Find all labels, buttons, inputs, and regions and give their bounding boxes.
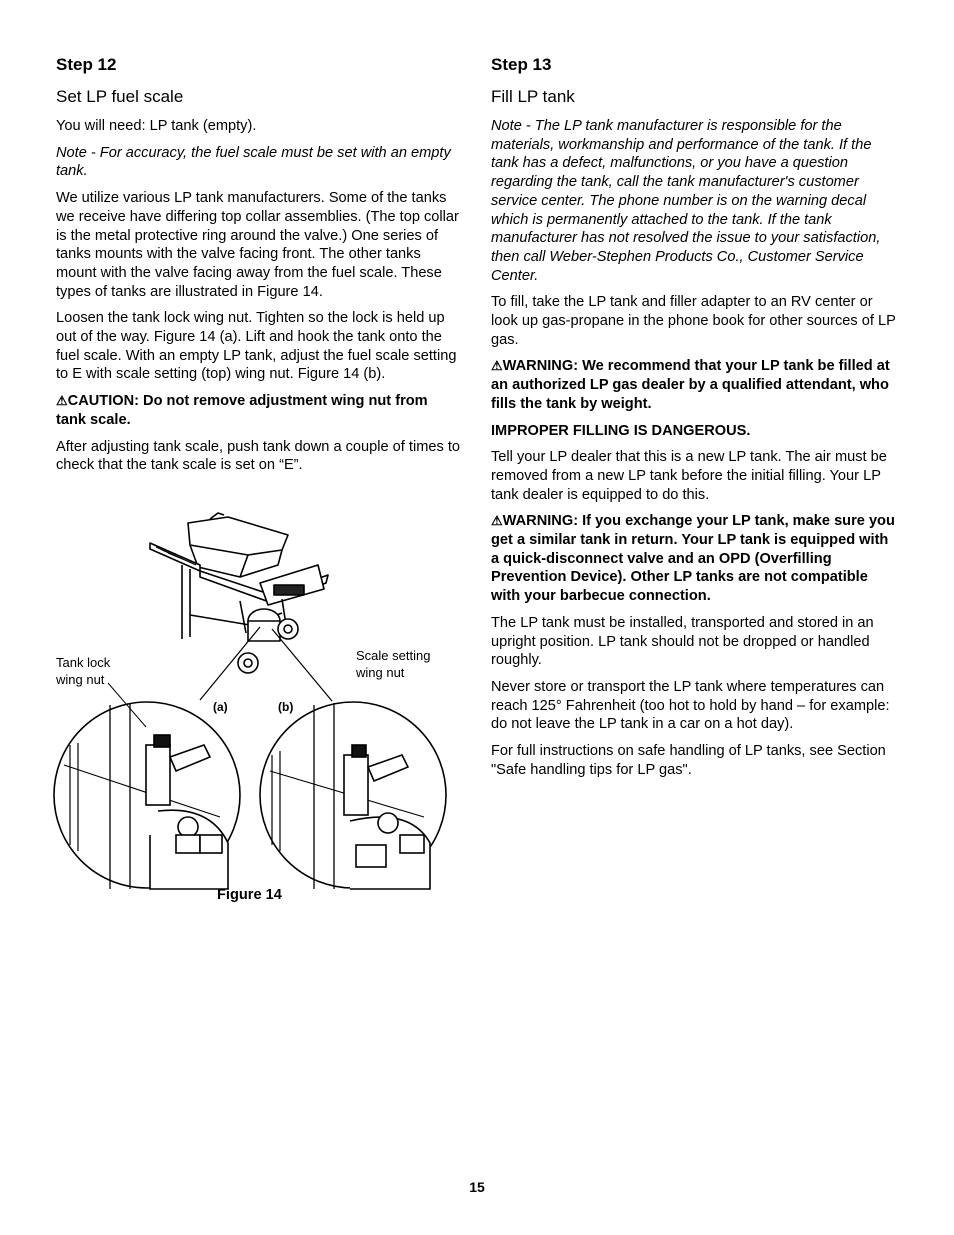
step13-paragraph-dealer: Tell your LP dealer that this is a new LP tank. The air must be removed from a new LP tank before the initial filling. Your LP tank dealer is equipped to do this. (491, 449, 887, 503)
step12-needs: You will need: LP tank (empty). (56, 118, 257, 134)
label-scale-setting (356, 647, 430, 681)
warning-triangle-icon: ⚠ (56, 393, 68, 409)
label-tank-lock-line1: Tank lock (56, 655, 111, 670)
page-number: 15 (469, 1179, 485, 1195)
step13-warning-exchange (491, 512, 896, 606)
label-scale-setting-line2: wing nut (356, 665, 405, 680)
step12-paragraph-check: After adjusting tank scale, push tank down a couple of times to check that the tank scale is set on “E”. (56, 438, 460, 474)
step13-note: Note - The LP tank manufacturer is responsible for the materials, workmanship and performance of the tank. If the tank has a defect, malfunctions, or you have a question regarding the tank, call the tank manufacturer's customer service center. The phone number is on the warning decal which is permanently attached to the tank. If the tank manufacturer has not resolved the issue to your satisfaction, then call Weber-Stephen Products Co., Customer Service Center. (491, 118, 881, 284)
step13-heading: Step 13 (491, 55, 552, 74)
step12-note: Note - For accuracy, the fuel scale must be set with an empty tank. (56, 144, 451, 180)
label-tank-lock-line2: wing nut (56, 672, 105, 687)
step13-paragraph-upright: The LP tank must be installed, transported and stored in an upright position. LP tank should not be dropped or handled roughly. (491, 614, 874, 669)
step13-warning-dealer (491, 357, 896, 413)
step13-improper-filling: IMPROPER FILLING IS DANGEROUS. (491, 422, 751, 439)
step13-warning-dealer-text: WARNING: We recommend that your LP tank be filled at an authorized LP gas dealer by a qualified attendant, who fills the tank by weight. (491, 358, 890, 412)
step12-caution (56, 392, 461, 429)
step13-paragraph-temperature: Never store or transport the LP tank where temperatures can reach 125° Fahrenheit (too hot to hold by hand – for example: do not leave the LP tank in a car on a hot day). (491, 678, 890, 733)
step12-paragraph-instructions: Loosen the tank lock wing nut. Tighten so the lock is held up out of the way. Figure 14 (a). Lift and hook the tank onto the fuel scale. With an empty LP tank, adjust the fuel scale setting to E with scale setting (top) wing nut. Figure 14 (b). (56, 310, 457, 383)
warning-triangle-icon: ⚠ (491, 358, 503, 374)
step13-section (491, 54, 896, 788)
label-scale-setting-line1: Scale setting (356, 648, 431, 663)
step12-section (56, 54, 461, 483)
step12-caution-text: CAUTION: Do not remove adjustment wing nut from tank scale. (56, 393, 428, 428)
step13-subheading: Fill LP tank (491, 87, 575, 106)
step12-paragraph-tanks: We utilize various LP tank manufacturers. Some of the tanks we receive have differing top collar assemblies. (The top collar is the metal protective ring around the valve.) One series of tanks mounts with the valve facing front. The other tanks mount with the valve facing away from the fuel scale. These types of tanks are illustrated in Figure 14. (56, 190, 459, 300)
step13-paragraph-fill: To fill, take the LP tank and filler adapter to an RV center or look up gas-propane in the phone book for other sources of LP gas. (491, 294, 896, 348)
step13-paragraph-safe-handling: For full instructions on safe handling of LP tanks, see Section "Safe handling tips for LP gas". (491, 743, 886, 778)
step13-warning-exchange-text: WARNING: If you exchange your LP tank, make sure you get a similar tank in return. Your LP tank is equipped with a quick-disconnect valve and an OPD (Overfilling Prevention Device). Other LP tanks are not compatible with your barbecue connection. (491, 513, 895, 605)
figure-tag-b: (b) (278, 700, 294, 714)
step12-subheading: Set LP fuel scale (56, 87, 184, 106)
label-tank-lock (56, 654, 110, 688)
figure-14 (50, 505, 460, 910)
warning-triangle-icon: ⚠ (491, 513, 503, 529)
figure-tag-a: (a) (213, 700, 228, 714)
step12-heading: Step 12 (56, 55, 117, 74)
figure-caption: Figure 14 (217, 887, 282, 903)
grill-illustration (50, 505, 460, 910)
